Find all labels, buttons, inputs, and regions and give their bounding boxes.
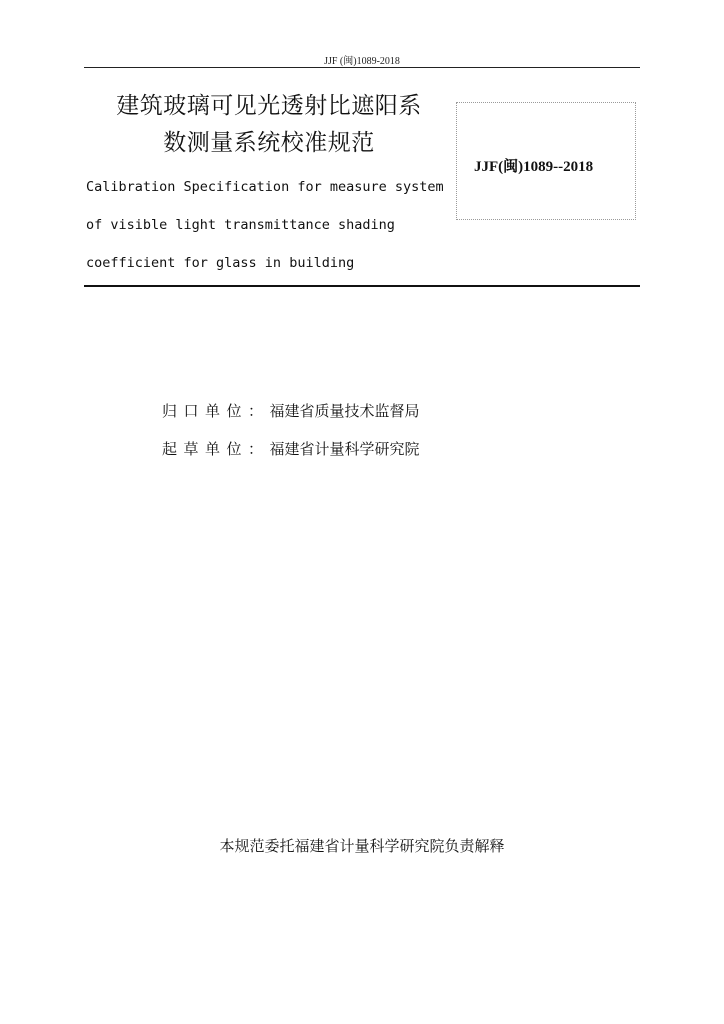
header-rule — [84, 67, 640, 68]
drafting-organization — [162, 438, 420, 459]
chinese-title-line-1: 建筑玻璃可见光透射比遮阳系 — [116, 93, 422, 119]
responsible-organization-label: 归口单位： — [162, 402, 270, 420]
english-title-line-2: of visible light transmittance shading — [86, 217, 395, 233]
interpretation-note: 本规范委托福建省计量科学研究院负责解释 — [219, 837, 505, 855]
drafting-organization-value: 福建省计量科学研究院 — [269, 440, 420, 458]
title-divider-rule — [84, 285, 640, 287]
responsible-organization — [162, 400, 420, 421]
drafting-organization-label: 起草单位： — [162, 440, 270, 458]
english-title — [86, 168, 458, 282]
english-title-line-1: Calibration Specification for measure system — [86, 179, 444, 195]
english-title-line-3: coefficient for glass in building — [86, 255, 355, 271]
chinese-title — [88, 88, 450, 162]
responsible-organization-value: 福建省质量技术监督局 — [269, 402, 420, 420]
running-header-code: JJF (闽)1089-2018 — [324, 56, 400, 67]
specification-code: JJF(闽)1089--2018 — [474, 159, 594, 175]
chinese-title-line-2: 数测量系统校准规范 — [163, 130, 375, 156]
